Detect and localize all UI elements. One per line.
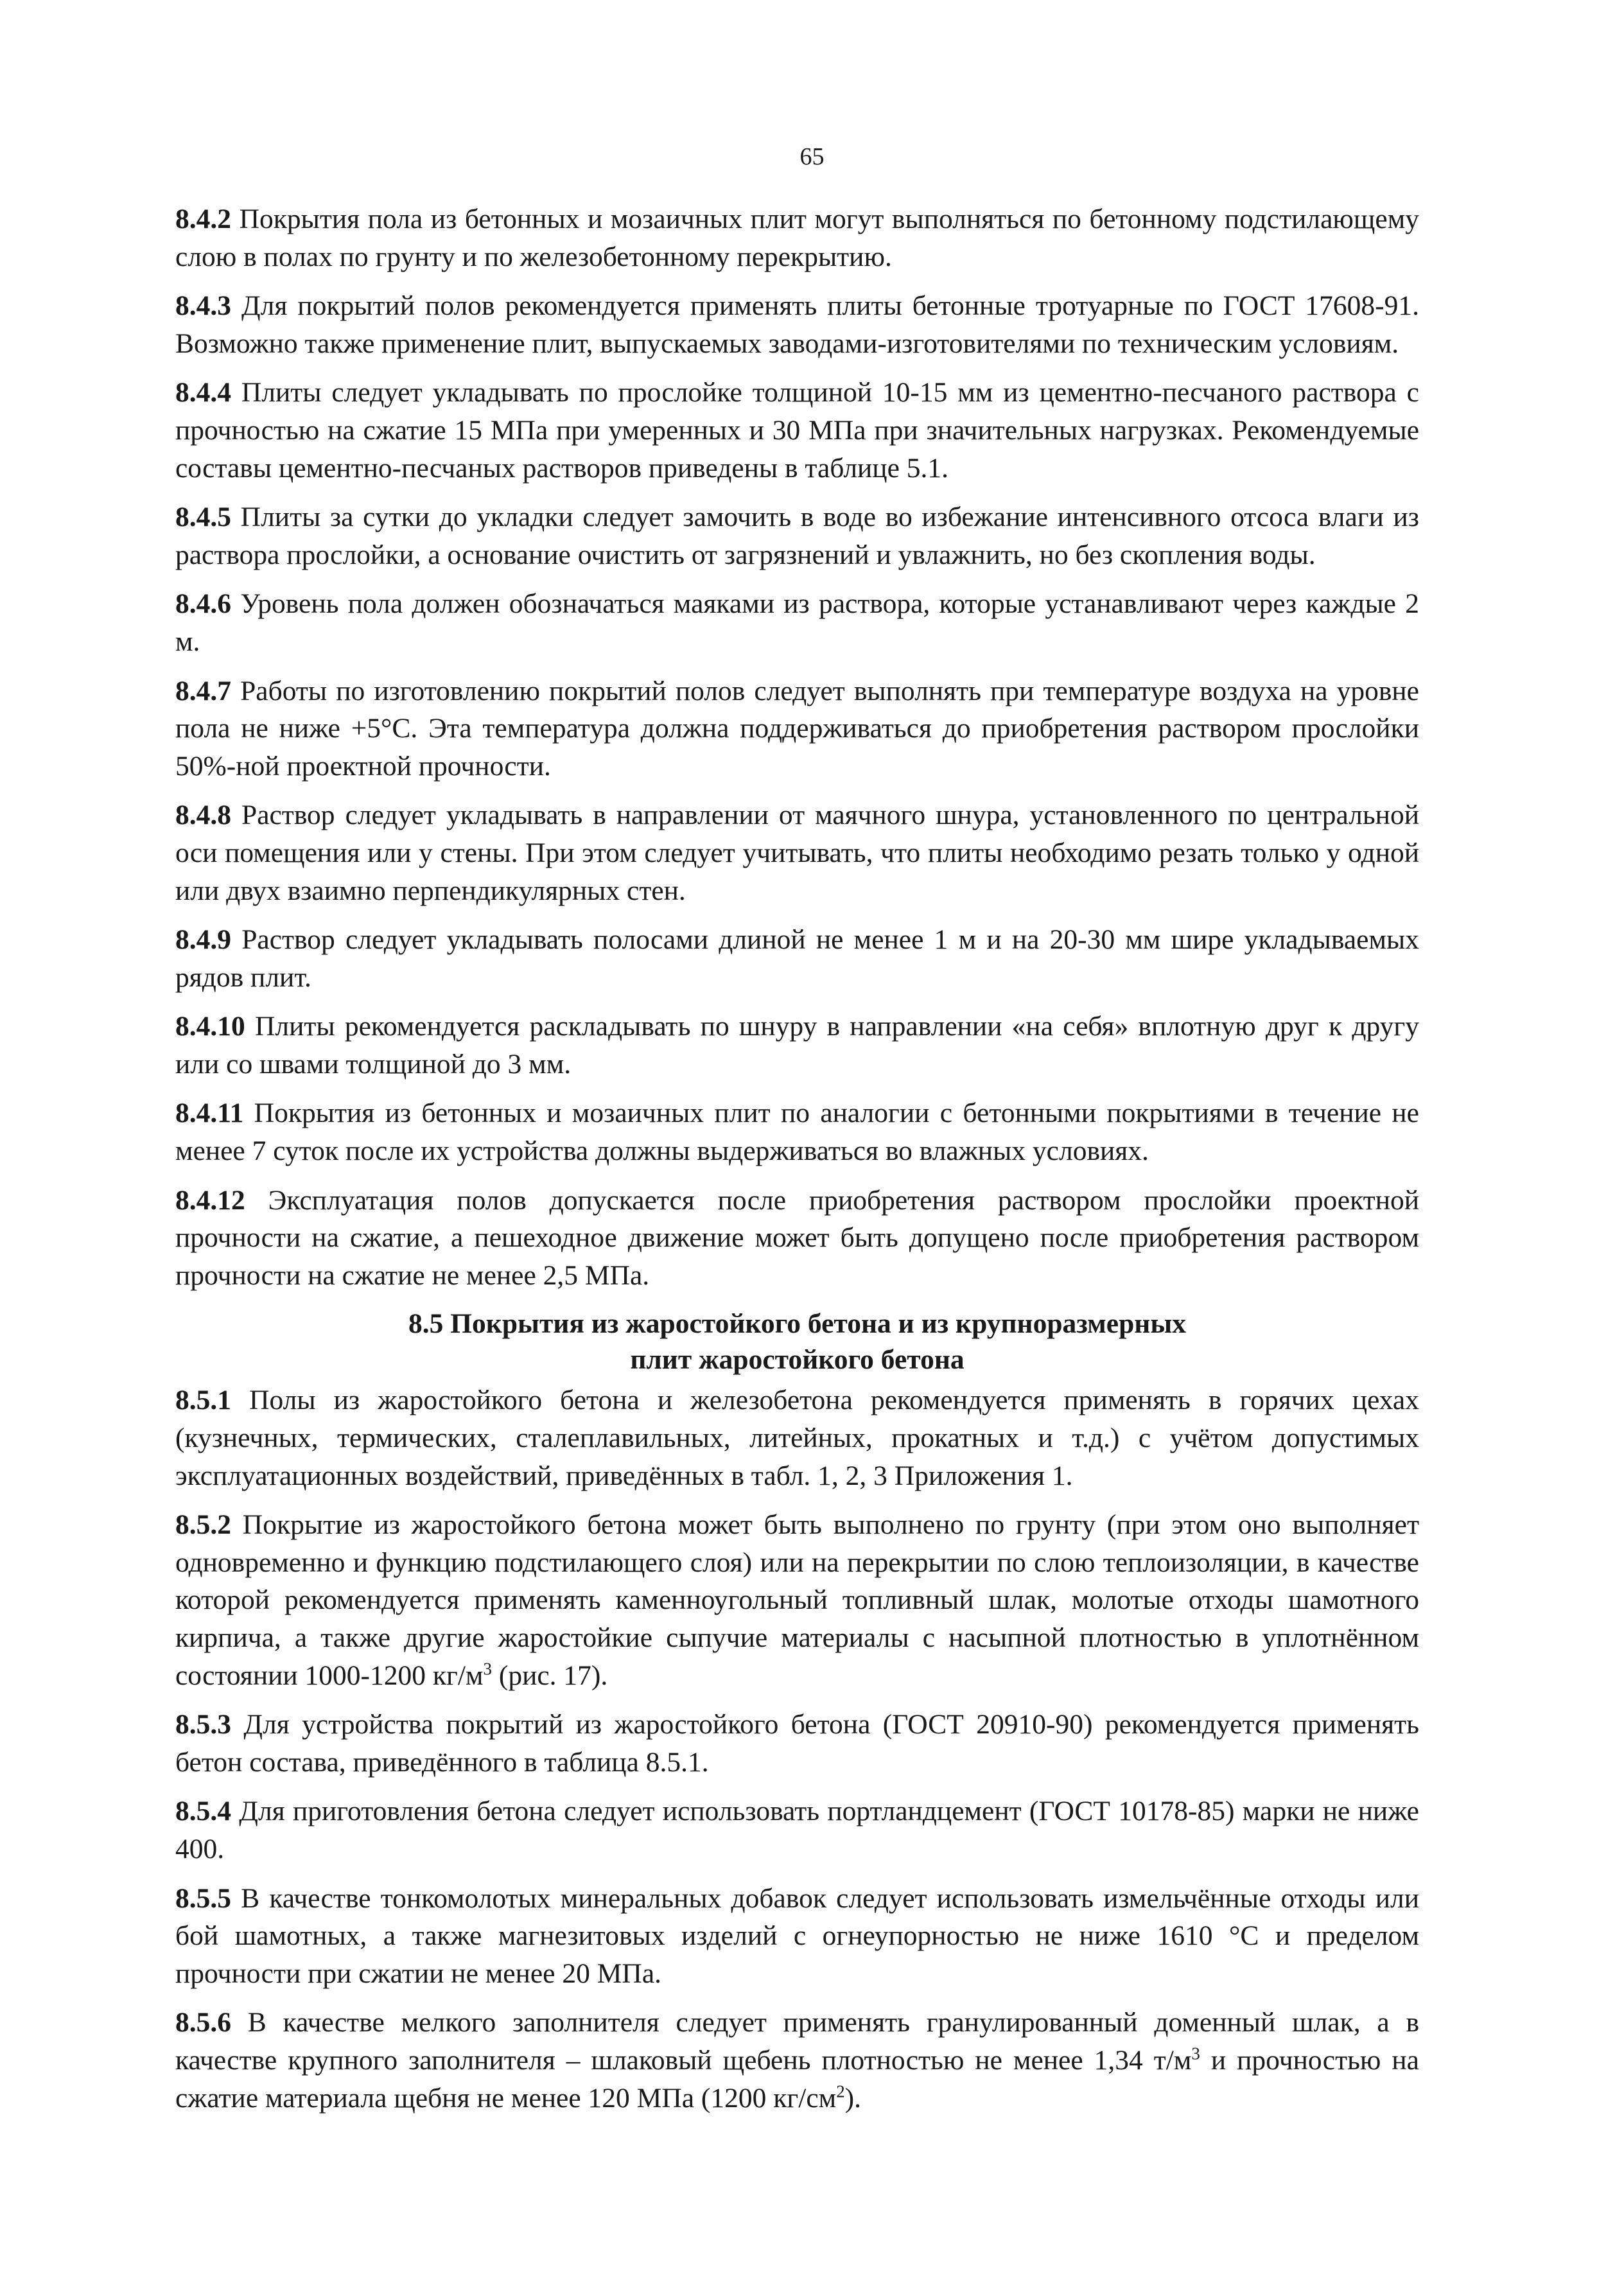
- paragraph-8-4-7: [175, 672, 1419, 785]
- paragraph-8-5-4: [175, 1792, 1419, 1868]
- paragraph-8-4-5: [175, 498, 1419, 574]
- clause-number: 8.4.11: [175, 1098, 244, 1129]
- superscript: 3: [483, 1659, 492, 1679]
- clause-text: Покрытия из бетонных и мозаичных плит по аналогии с бетонными покрытиями в течение не менее 7 суток после их устройства должны выдерживаться во влажных условиях.: [175, 1098, 1419, 1167]
- clause-text: Работы по изготовлению покрытий полов следует выполнять при температуре воздуха на уровне пола не ниже +5°С. Эта температура должна поддерживаться до приобретения раствором прослойки 50%-ной проектной прочности.: [175, 675, 1419, 782]
- clause-text: Для приготовления бетона следует использовать портландцемент (ГОСТ 10178-85) марки не ниже 400.: [175, 1796, 1419, 1864]
- clause-number: 8.4.9: [175, 924, 231, 956]
- clause-text: Плиты рекомендуется раскладывать по шнуру в направлении «на себя» вплотную друг к другу или со швами толщиной до 3 мм.: [175, 1011, 1419, 1080]
- clause-number: 8.4.5: [175, 502, 231, 533]
- clause-number: 8.4.8: [175, 800, 231, 831]
- paragraph-8-4-10: [175, 1008, 1419, 1083]
- clause-number: 8.4.7: [175, 675, 231, 706]
- section-heading-line-1: 8.5 Покрытия из жаростойкого бетона и из крупноразмерных: [408, 1308, 1187, 1340]
- paragraph-8-4-3: [175, 287, 1419, 362]
- clause-text: Раствор следует укладывать в направлении от маячного шнура, установленного по центральной оси помещения или у стены. При этом следует учитывать, что плиты необходимо резать только у одной или двух взаимно перпендикулярных стен.: [175, 800, 1419, 906]
- clause-number: 8.4.6: [175, 588, 231, 620]
- paragraph-8-4-12: [175, 1182, 1419, 1295]
- page-number: 65: [799, 143, 825, 170]
- clause-text: Эксплуатация полов допускается после приобретения раствором прослойки проектной прочности на сжатие, а пешеходное движение может быть допущено после приобретения раствором прочности на сжатие не менее 2,5 МПа.: [175, 1184, 1419, 1291]
- paragraph-8-4-11: [175, 1094, 1419, 1170]
- clause-number: 8.5.4: [175, 1796, 231, 1827]
- clause-text: В качестве тонкомолотых минеральных добавок следует использовать измельчённые отходы или бой шамотных, а также магнезитовых изделий с огнеупорностью не ниже 1610 °С и пределом прочности при сжатии не менее 20 МПа.: [175, 1882, 1419, 1989]
- clause-number: 8.4.10: [175, 1011, 245, 1042]
- paragraph-8-5-1: [175, 1381, 1419, 1494]
- body-text: [175, 200, 1419, 2128]
- clause-number: 8.5.5: [175, 1882, 231, 1914]
- clause-text: Плиты следует укладывать по прослойке толщиной 10-15 мм из цементно-песчаного раствора с прочностью на сжатие 15 МПа при умеренных и 30 МПа при значительных нагрузках. Рекомендуемые составы цементно-песчаных растворов приведены в таблице 5.1.: [175, 377, 1419, 484]
- paragraph-8-5-2: [175, 1506, 1419, 1694]
- superscript: 3: [1191, 2044, 1200, 2063]
- clause-number: 8.4.12: [175, 1184, 245, 1216]
- clause-text: Плиты за сутки до укладки следует замочить в воде во избежание интенсивного отсоса влаги из раствора прослойки, а основание очистить от загрязнений и увлажнить, но без скопления воды.: [175, 502, 1419, 570]
- paragraph-8-4-8: [175, 796, 1419, 909]
- clause-number: 8.4.4: [175, 377, 231, 408]
- clause-number: 8.4.2: [175, 204, 231, 234]
- clause-text: Полы из жаростойкого бетона и железобетона рекомендуется применять в горячих цехах (кузнечных, термических, сталеплавильных, литейных, прокатных и т.д.) с учётом допустимых эксплуатационных воздействий, приведённых в табл. 1, 2, 3 Приложения 1.: [175, 1385, 1419, 1491]
- paragraph-8-5-6: [175, 2004, 1419, 2117]
- paragraph-8-4-6: [175, 585, 1419, 660]
- section-heading-line-2: плит жаростойкого бетона: [630, 1344, 965, 1376]
- paragraph-8-5-5: [175, 1880, 1419, 1993]
- clause-text: Для устройства покрытий из жаростойкого бетона (ГОСТ 20910-90) рекомендуется применять бетон состава, приведённого в таблица 8.5.1.: [175, 1709, 1419, 1778]
- clause-text: Уровень пола должен обозначаться маяками из раствора, которые устанавливают через каждые 2 м.: [175, 588, 1419, 657]
- section-heading: [175, 1306, 1419, 1378]
- clause-text-end: (рис. 17).: [491, 1660, 608, 1691]
- clause-number: 8.5.1: [175, 1385, 231, 1416]
- paragraph-8-5-3: [175, 1706, 1419, 1781]
- clause-text-end: ).: [844, 2082, 862, 2114]
- clause-text-mid: и прочностью на сжатие материала щебня не менее 120 МПа (1200 кг/см: [175, 2044, 1419, 2114]
- clause-number: 8.5.3: [175, 1709, 231, 1740]
- clause-text: В качестве мелкого заполнителя следует применять гранулированный доменный шлак, а в качестве крупного заполнителя – шлаковый щебень плотностью не менее 1,34 т/м: [175, 2007, 1419, 2076]
- superscript: 2: [836, 2081, 845, 2101]
- clause-text: Раствор следует укладывать полосами длиной не менее 1 м и на 20-30 мм шире укладываемых рядов плит.: [175, 924, 1419, 993]
- clause-text: Для покрытий полов рекомендуется применять плиты бетонные тротуарные по ГОСТ 17608-91. Возможно также применение плит, выпускаемых заводами-изготовителями по техническим условиям.: [175, 290, 1419, 359]
- paragraph-8-4-4: [175, 374, 1419, 487]
- clause-number: 8.5.6: [175, 2007, 231, 2038]
- clause-text: Покрытия пола из бетонных и мозаичных плит могут выполняться по бетонному подстилающему слою в полах по грунту и по железобетонному перекрытию.: [175, 204, 1419, 272]
- clause-number: 8.4.3: [175, 290, 231, 322]
- paragraph-8-4-2: [175, 200, 1419, 276]
- clause-number: 8.5.2: [175, 1509, 231, 1541]
- paragraph-8-4-9: [175, 921, 1419, 996]
- clause-text: Покрытие из жаростойкого бетона может быть выполнено по грунту (при этом оно выполняет одновременно и функцию подстилающего слоя) или на перекрытии по слою теплоизоляции, в качестве которой рекомендуется применять каменноугольный топливный шлак, молотые отходы шамотного кирпича, а также другие жаростойкие сыпучие материалы с насыпной плотностью в уплотнённом состоянии 1000-1200 кг/м: [175, 1509, 1419, 1691]
